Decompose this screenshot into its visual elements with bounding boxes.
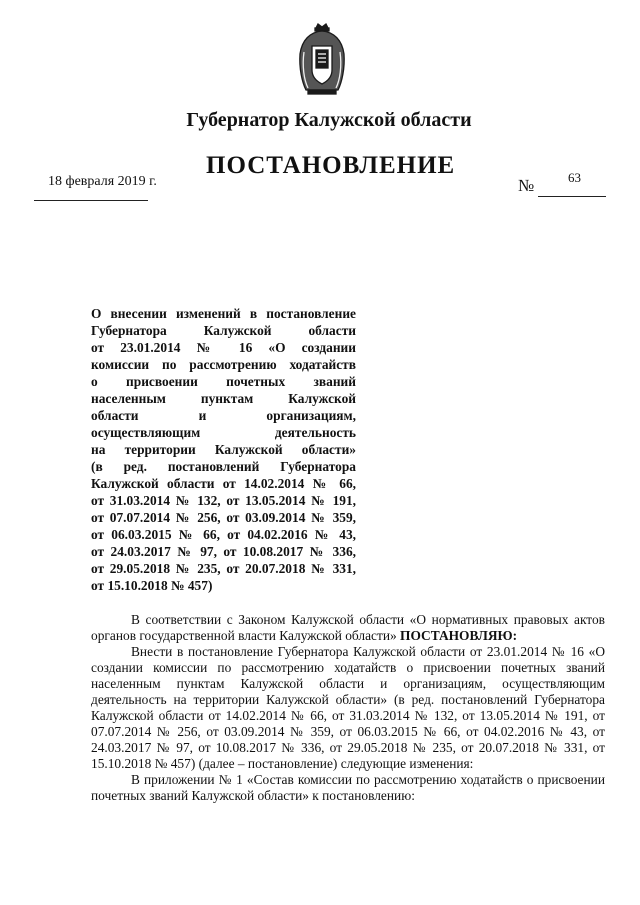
title-line: О внесении изменений в постановление [91,306,356,321]
coat-of-arms-icon [296,22,348,96]
title-line: от 07.07.2014 № 256, от 03.09.2014 № 359, [91,510,356,525]
title-line: населенным пунктам Калужской [91,391,356,406]
document-date: 18 февраля 2019 г. [48,174,157,189]
number-sign: № [518,176,535,195]
issuer-title: Губернатор Калужской области [186,109,472,131]
resolve-keyword: ПОСТАНОВЛЯЮ: [400,628,518,643]
preamble-text: В соответствии с Законом Калужской области «О нормативных правовых актов органов государственной власти Калужской области» [91,612,605,643]
body-paragraph-amendment: Внести в постановление Губернатора Калужской области от 23.01.2014 № 16 «О создании комиссии по рассмотрению ходатайств о присвоении почетных званий населенным пунктам Калужской области и организациям, осуществляющим деятельность на территории Калужской области» (в ред. постановлений Губернатора Калужской области от 14.02.2014 № 66, от 31.03.2014 № 132, от 13.05.2014 № 191, от 07.07.2014 № 256, от 03.09.2014 № 359, от 06.03.2015 № 66, от 04.02.2016 № 43, от 24.03.2017 № 97, от 10.08.2017 № 336, от 29.05.2018 № 235, от 20.07.2018 № 331, от 15.10.2018 № 457) (далее – постановление) следующие изменения: [91,644,605,771]
title-line: от 06.03.2015 № 66, от 04.02.2016 № 43, [91,527,356,542]
document-subject-title [91,305,356,594]
title-line: от 24.03.2017 № 97, от 10.08.2017 № 336, [91,544,356,559]
document-type-heading: ПОСТАНОВЛЕНИЕ [206,152,456,179]
title-line: Губернатора Калужской области [91,323,356,338]
title-line: (в ред. постановлений Губернатора [91,459,356,474]
date-underline [34,200,148,201]
title-line: от 31.03.2014 № 132, от 13.05.2014 № 191, [91,493,356,508]
title-line: осуществляющим деятельность [91,425,356,440]
title-line: о присвоении почетных званий [91,374,356,389]
title-line: области и организациям, [91,408,356,423]
title-line: от 23.01.2014 № 16 «О создании [91,340,356,355]
body-paragraph-appendix: В приложении № 1 «Состав комиссии по рассмотрению ходатайств о присвоении почетных званий Калужской области» к постановлению: [91,772,605,803]
body-paragraph-preamble [91,612,605,644]
title-line: от 15.10.2018 № 457) [91,578,213,593]
number-underline [538,196,606,197]
title-line: Калужской области от 14.02.2014 № 66, [91,476,356,491]
document-body [91,612,605,804]
document-number: 63 [568,170,581,185]
title-line: на территории Калужской области» [91,442,356,457]
title-line: комиссии по рассмотрению ходатайств [91,357,356,372]
title-line: от 29.05.2018 № 235, от 20.07.2018 № 331, [91,561,356,576]
